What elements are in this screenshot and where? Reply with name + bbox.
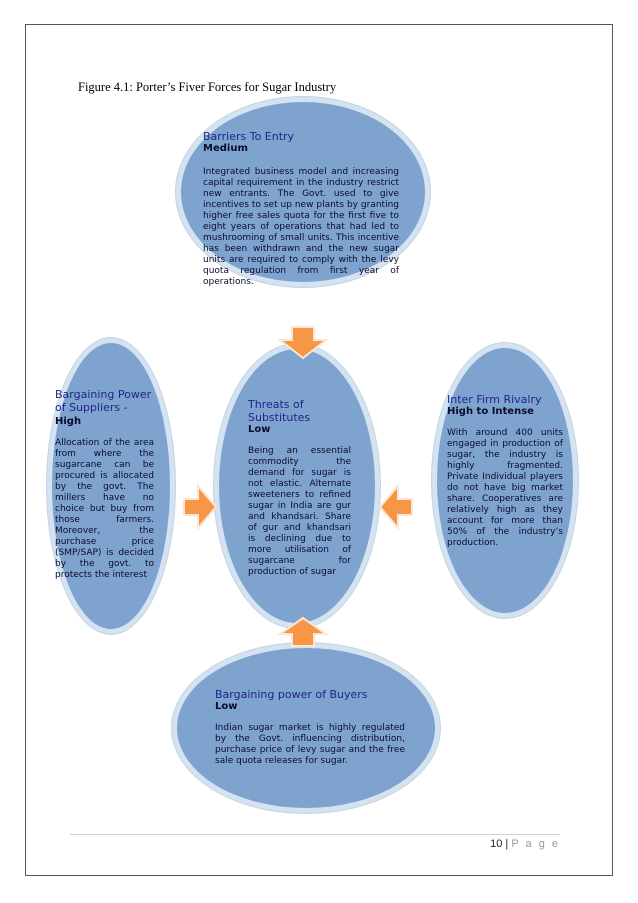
rivalry-body: With around 400 units engaged in production of sugar, the industry is highly fragmented. Private Individual players do not have big market share. Cooperatives are relatively high as they account for more than 50% of the industry’s production. xyxy=(447,428,563,548)
barriers-to-entry-level: Medium xyxy=(203,143,248,154)
buyers-body: Indian sugar market is highly regulated by the Govt. influencing distribution, purchase price of levy sugar and the free sale quota releases for sugar. xyxy=(215,723,405,766)
suppliers-body: Allocation of the area from where the sugarcane can be procured is allocated by the govt. The millers have no choice but buy from those farmers. Moreover, the purchase price (SMP/SAP) is decided by the govt. to protects the interest xyxy=(55,438,154,580)
substitutes-heading: Threats of Substitutes xyxy=(248,398,311,424)
suppliers-level: High xyxy=(55,416,82,427)
rivalry-level: High to Intense xyxy=(447,406,534,417)
arrow-up-icon xyxy=(280,618,326,646)
figure-title: Figure 4.1: Porter’s Fiver Forces for Sugar Industry xyxy=(78,80,337,94)
buyers-level: Low xyxy=(215,701,238,712)
substitutes-body: Being an essential commodity the demand for sugar is not elastic. Alternate sweeteners to refined sugar in India are gur and khandsari. Share of gur and khandsari is declining due to more utilisation of sugarcane for production of sugar xyxy=(248,446,351,577)
page-label: P a g e xyxy=(511,838,560,850)
barriers-to-entry-heading: Barriers To Entry xyxy=(203,130,295,143)
arrow-left-icon xyxy=(380,486,412,528)
page-separator: | xyxy=(505,838,509,850)
buyers-heading: Bargaining power of Buyers xyxy=(215,688,368,701)
barriers-to-entry-body: Integrated business model and increasing capital requirement in the industry restrict new entrants. The Govt. used to give incentives to set up new plants by granting higher free sales quota for the first five to eight years of operations that had led to mushrooming of small units. This incentive has been withdrawn and the new sugar units are required to comply with the levy quota regulation from first year of operations. xyxy=(203,167,399,287)
rivalry-heading: Inter Firm Rivalry xyxy=(447,393,542,406)
footer-rule xyxy=(70,834,560,835)
arrow-right-icon xyxy=(184,486,216,528)
page-number: 10 xyxy=(490,838,503,850)
suppliers-heading-text: Bargaining Power of Suppliers - xyxy=(55,388,152,414)
substitutes-level: Low xyxy=(248,424,271,435)
page-footer xyxy=(490,838,560,850)
arrow-down-icon xyxy=(280,327,326,358)
